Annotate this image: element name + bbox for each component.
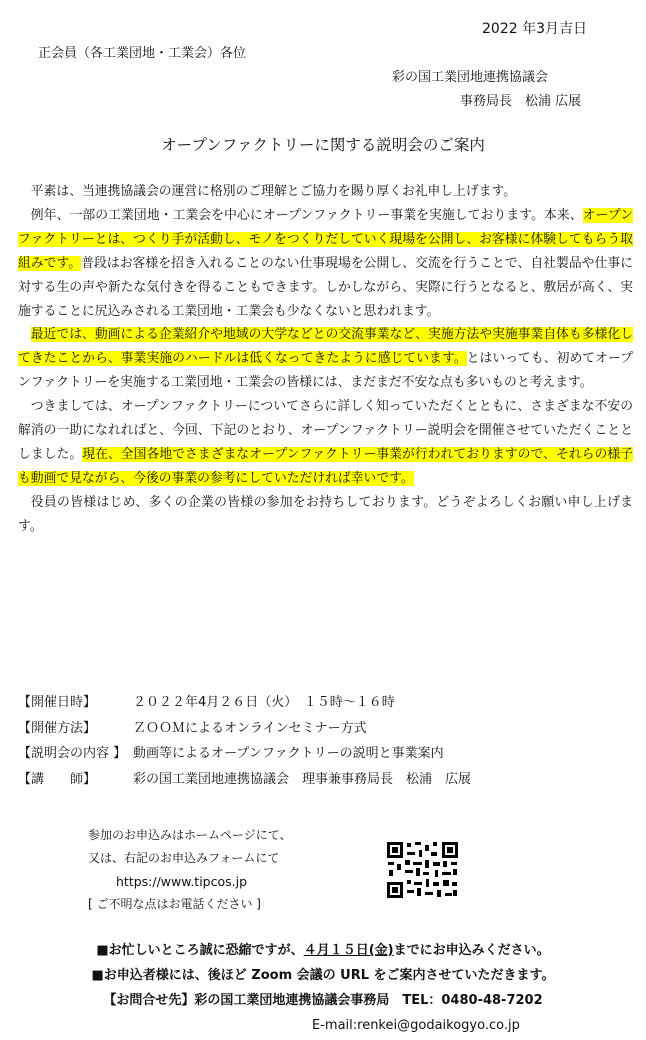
paragraph-2 (18, 204, 633, 324)
sender-name: 事務局長 松浦 広展 (460, 94, 582, 109)
recipient: 正会員（各工業団地・工業会）各位 (38, 46, 247, 61)
deadline-date: ４月１５日(金) (303, 943, 394, 958)
detail-label: 【説明会の内容 】 (18, 746, 127, 761)
application-info (88, 824, 292, 916)
highlight-recent-trends: 最近では、動画による企業紹介や地域の大学などとの交流事業など、実施方法や実施事業自体も多様化してきたことから、事業実施のハードルは低くなってきたように感じています。 (18, 327, 633, 367)
detail-value: ２０２２年4月２６日（火） １５時～１６時 (133, 695, 395, 710)
detail-value: 彩の国工業団地連携協議会 理事兼事務局長 松浦 広展 (133, 771, 472, 787)
paragraph-2-text-cont: 普段はお客様を招き入れることのない仕事現場を公開し、交流を行うことで、自社製品や仕事に対する生の声や新たな気付きを得ることもできます。しかしながら、実際に行うとなると、敷居が高く、実施することに尻込みされる工業団地・工業会も少なくないと思われます。 (18, 255, 633, 319)
application-line-1: 参加のお申込みはホームページにて、 (88, 828, 292, 842)
paragraph-3 (18, 323, 633, 395)
highlight-reference: 現在、全国各地でさまざまなオープンファクトリー事業が行われておりますので、それらの様子も動画で見ながら、今後の事業の参考にしていただければ幸いです。 (18, 446, 634, 486)
inquiry-note: [ ご不明な点はお電話ください ] (88, 897, 261, 911)
paragraph-5: 役員の皆様はじめ、多くの企業の皆様の参加をお持ちしております。どうぞよろしくお願い申し上げます。 (18, 494, 633, 534)
notice-deadline (0, 938, 646, 963)
detail-value: 動画等によるオープンファクトリーの説明と事業案内 (133, 746, 444, 761)
paragraph-1: 平素は、当連携協議会の運営に格別のご理解とご協力を賜り厚くお礼申し上げます。 (30, 184, 517, 199)
paragraph-3-text: とはいっても、初めてオープンファクトリーを実施する工業団地・工業会の皆様には、まだまだ不安な点も多いものと考えます。 (18, 351, 633, 391)
detail-row-lecturer (18, 767, 471, 793)
paragraph-2-text: 例年、一部の工業団地・工業会を中心にオープンファクトリー事業を実施しております。本来、 (30, 207, 583, 223)
document-date: 2022 年3月吉日 (482, 21, 587, 37)
notices (0, 938, 646, 1013)
paragraph-4-text: つきましては、オープンファクトリーについてさらに詳しく知っていただくとともに、さまざまな不安の解消の一助になれればと、今回、下記のとおり、オープンファクトリー説明会を開催させていただくこととしました。 (18, 399, 633, 462)
application-line-2: 又は、右記のお申込みフォームにて (88, 851, 280, 865)
detail-label: 【開催日時】 (18, 695, 97, 710)
website-link[interactable]: https://www.tipcos.jp (116, 874, 248, 889)
detail-value: ＺＯＯＭによるオンラインセミナー方式 (133, 720, 367, 736)
qr-code-icon[interactable] (385, 840, 460, 900)
letter-body (18, 180, 633, 539)
paragraph-4 (18, 395, 633, 491)
detail-label: 【講 師】 (18, 771, 97, 787)
event-details (18, 690, 471, 792)
notice-deadline-after: までにお申込みください。 (393, 943, 550, 958)
detail-row-method (18, 716, 471, 742)
contact-phone: 【お問合せ先】彩の国工業団地連携協議会事務局 TEL：0480-48-7202 (103, 993, 543, 1008)
contact-email[interactable]: E-mail:renkei@godaikogyo.co.jp (312, 1018, 520, 1033)
notice-zoom-url: ■お申込者様には、後ほど Zoom 会議の URL をご案内させていただきます。 (91, 968, 555, 983)
highlight-definition: オープンファクトリーとは、つくり手が活動し、モノをつくりだしていく現場を公開し、お客様に体験してもらう取組みです。 (18, 207, 633, 271)
sender-organization: 彩の国工業団地連携協議会 (392, 70, 549, 85)
detail-row-content (18, 741, 471, 767)
detail-row-datetime (18, 690, 471, 716)
page-title: オープンファクトリーに関する説明会のご案内 (161, 136, 485, 154)
detail-label: 【開催方法】 (18, 720, 97, 736)
notice-deadline-before: ■お忙しいところ誠に恐縮ですが、 (96, 943, 304, 958)
